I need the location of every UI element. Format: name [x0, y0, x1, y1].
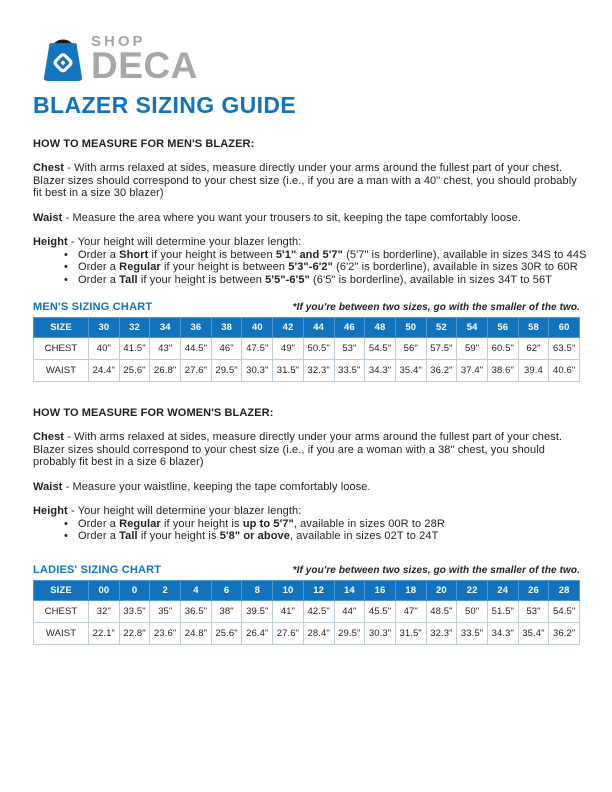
table-header-row	[34, 318, 580, 338]
column-header: 34	[150, 318, 181, 338]
table-cell: 24.8"	[181, 622, 212, 644]
table-cell: 28.4"	[303, 622, 334, 644]
column-header: SIZE	[34, 318, 89, 338]
table-cell: 27.6"	[273, 622, 304, 644]
table-cell: 31.5"	[395, 622, 426, 644]
table-cell: 30.3"	[365, 622, 396, 644]
column-header: 54	[457, 318, 488, 338]
table-cell: 63.5"	[549, 338, 580, 360]
mens-height-paragraph: Height - Your height will determine your blazer length:	[33, 236, 302, 248]
mens-sizing-table	[33, 317, 580, 382]
column-header: 10	[273, 580, 304, 600]
table-row	[34, 338, 580, 360]
table-cell: 40.6"	[549, 360, 580, 382]
table-cell: 32.3"	[426, 622, 457, 644]
table-cell: 34.3"	[487, 622, 518, 644]
column-header: 44	[303, 318, 334, 338]
table-cell: 40"	[89, 338, 120, 360]
row-label: WAIST	[34, 622, 89, 644]
womens-sizing-table	[33, 580, 580, 645]
table-row	[34, 600, 580, 622]
column-header: 4	[181, 580, 212, 600]
bullet-regular: • Order a Regular if your height is between 5'3"-6'2" (6'2" is borderline), available in sizes 30R to 60R	[33, 261, 580, 274]
shop-deca-logo	[40, 34, 580, 86]
table-cell: 27.6"	[181, 360, 212, 382]
womens-height-paragraph: Height - Your height will determine your blazer length:	[33, 505, 302, 517]
table-cell: 53"	[334, 338, 365, 360]
womens-section-heading: HOW TO MEASURE FOR WOMEN'S BLAZER:	[33, 407, 274, 419]
table-cell: 39.5"	[242, 600, 273, 622]
table-cell: 32"	[89, 600, 120, 622]
table-cell: 62"	[518, 338, 549, 360]
column-header: 56	[487, 318, 518, 338]
table-cell: 60.5"	[487, 338, 518, 360]
table-cell: 41"	[273, 600, 304, 622]
column-header: 26	[518, 580, 549, 600]
column-header: 58	[518, 318, 549, 338]
table-cell: 25.6"	[211, 622, 242, 644]
column-header: SIZE	[34, 580, 89, 600]
table-cell: 37.4"	[457, 360, 488, 382]
column-header: 00	[89, 580, 120, 600]
table-cell: 23.6"	[150, 622, 181, 644]
womens-waist-paragraph: Waist - Measure your waistline, keeping the tape comfortably loose.	[33, 480, 371, 493]
table-cell: 26.4"	[242, 622, 273, 644]
mens-chart-note: *If you're between two sizes, go with the smaller of the two.	[292, 302, 580, 313]
table-cell: 47.5"	[242, 338, 273, 360]
column-header: 2	[150, 580, 181, 600]
table-cell: 25.6"	[119, 360, 150, 382]
table-cell: 35.4"	[518, 622, 549, 644]
table-cell: 22.1"	[89, 622, 120, 644]
womens-section	[33, 407, 580, 645]
table-row	[34, 360, 580, 382]
mens-section-heading: HOW TO MEASURE FOR MEN'S BLAZER:	[33, 138, 255, 150]
bullet-tall: • Order a Tall if your height is 5'8" or above, available in sizes 02T to 24T	[33, 530, 580, 543]
shopping-bag-icon	[40, 34, 86, 84]
table-cell: 44"	[334, 600, 365, 622]
column-header: 14	[334, 580, 365, 600]
table-cell: 38"	[211, 600, 242, 622]
table-cell: 36.5"	[181, 600, 212, 622]
bullet-short: • Order a Short if your height is between 5'1" and 5'7" (5'7" is borderline), available in sizes 34S to 44S	[33, 249, 580, 262]
column-header: 32	[119, 318, 150, 338]
table-row	[34, 622, 580, 644]
table-cell: 54.5"	[549, 600, 580, 622]
table-cell: 35"	[150, 600, 181, 622]
table-cell: 34.3"	[365, 360, 396, 382]
column-header: 30	[89, 318, 120, 338]
table-cell: 36.2"	[426, 360, 457, 382]
table-cell: 48.5"	[426, 600, 457, 622]
page-title: BLAZER SIZING GUIDE	[33, 92, 297, 118]
column-header: 36	[181, 318, 212, 338]
brand-shop-text: SHOP	[91, 33, 146, 50]
column-header: 28	[549, 580, 580, 600]
mens-chart-heading-row	[33, 301, 580, 313]
table-cell: 47"	[395, 600, 426, 622]
womens-chart-label: LADIES' SIZING CHART	[33, 563, 162, 576]
table-cell: 50"	[457, 600, 488, 622]
mens-waist-paragraph: Waist - Measure the area where you want your trousers to sit, keeping the tape comfortably loose.	[33, 211, 522, 224]
column-header: 38	[211, 318, 242, 338]
table-cell: 24.4"	[89, 360, 120, 382]
bullet-regular: • Order a Regular if your height is up to 5'7", available in sizes 00R to 28R	[33, 518, 580, 531]
mens-height-bullet-list	[33, 248, 587, 287]
row-label: CHEST	[34, 600, 89, 622]
mens-section	[33, 138, 587, 382]
table-cell: 35.4"	[395, 360, 426, 382]
column-header: 60	[549, 318, 580, 338]
table-cell: 56"	[395, 338, 426, 360]
column-header: 50	[395, 318, 426, 338]
table-cell: 59"	[457, 338, 488, 360]
table-cell: 45.5"	[365, 600, 396, 622]
table-cell: 54.5"	[365, 338, 396, 360]
table-cell: 32.3"	[303, 360, 334, 382]
brand-deca-text: DECA	[91, 45, 198, 86]
column-header: 24	[487, 580, 518, 600]
table-cell: 36.2"	[549, 622, 580, 644]
table-cell: 29.5"	[334, 622, 365, 644]
column-header: 0	[119, 580, 150, 600]
bullet-tall: • Order a Tall if your height is between 5'5"-6'5" (6'5" is borderline), available in sizes 34T to 56T	[33, 274, 580, 287]
table-cell: 22.8"	[119, 622, 150, 644]
table-cell: 38.6"	[487, 360, 518, 382]
mens-chest-paragraph: Chest - With arms relaxed at sides, measure directly under your arms around the fullest part of your chest. Blazer sizes should correspond to your chest size (i.e., if you are a man with a 40" chest, you should probably fit best in a size 30 blazer)	[33, 162, 577, 199]
column-header: 12	[303, 580, 334, 600]
table-cell: 39.4	[518, 360, 549, 382]
table-cell: 44.5"	[181, 338, 212, 360]
table-cell: 57.5"	[426, 338, 457, 360]
table-cell: 42.5"	[303, 600, 334, 622]
womens-chart-heading-row	[33, 564, 580, 576]
table-cell: 29.5"	[211, 360, 242, 382]
column-header: 52	[426, 318, 457, 338]
column-header: 40	[242, 318, 273, 338]
column-header: 48	[365, 318, 396, 338]
table-cell: 43"	[150, 338, 181, 360]
column-header: 8	[242, 580, 273, 600]
table-cell: 31.5"	[273, 360, 304, 382]
table-cell: 33.5"	[457, 622, 488, 644]
column-header: 16	[365, 580, 396, 600]
womens-chart-note: *If you're between two sizes, go with the smaller of the two.	[292, 564, 580, 576]
womens-chest-paragraph: Chest - With arms relaxed at sides, measure directly under your arms around the fullest part of your chest. Blazer sizes should correspond to your chest size (i.e., if you are a woman with a 38" chest, you should probably fit best in a size 6 blazer)	[33, 431, 563, 468]
table-cell: 26.8"	[150, 360, 181, 382]
mens-chart-label: MEN'S SIZING CHART	[33, 301, 153, 313]
womens-height-bullet-list	[33, 518, 580, 543]
table-cell: 30.3"	[242, 360, 273, 382]
column-header: 46	[334, 318, 365, 338]
logo-wordmark	[91, 33, 198, 86]
column-header: 22	[457, 580, 488, 600]
row-label: CHEST	[34, 338, 89, 360]
column-header: 42	[273, 318, 304, 338]
column-header: 18	[395, 580, 426, 600]
table-cell: 33.5"	[334, 360, 365, 382]
table-header-row	[34, 580, 580, 600]
table-cell: 46"	[211, 338, 242, 360]
table-cell: 41.5"	[119, 338, 150, 360]
table-cell: 51.5"	[487, 600, 518, 622]
table-cell: 33.5"	[119, 600, 150, 622]
column-header: 20	[426, 580, 457, 600]
row-label: WAIST	[34, 360, 89, 382]
table-cell: 50.5"	[303, 338, 334, 360]
table-cell: 53"	[518, 600, 549, 622]
table-cell: 49"	[273, 338, 304, 360]
column-header: 6	[211, 580, 242, 600]
